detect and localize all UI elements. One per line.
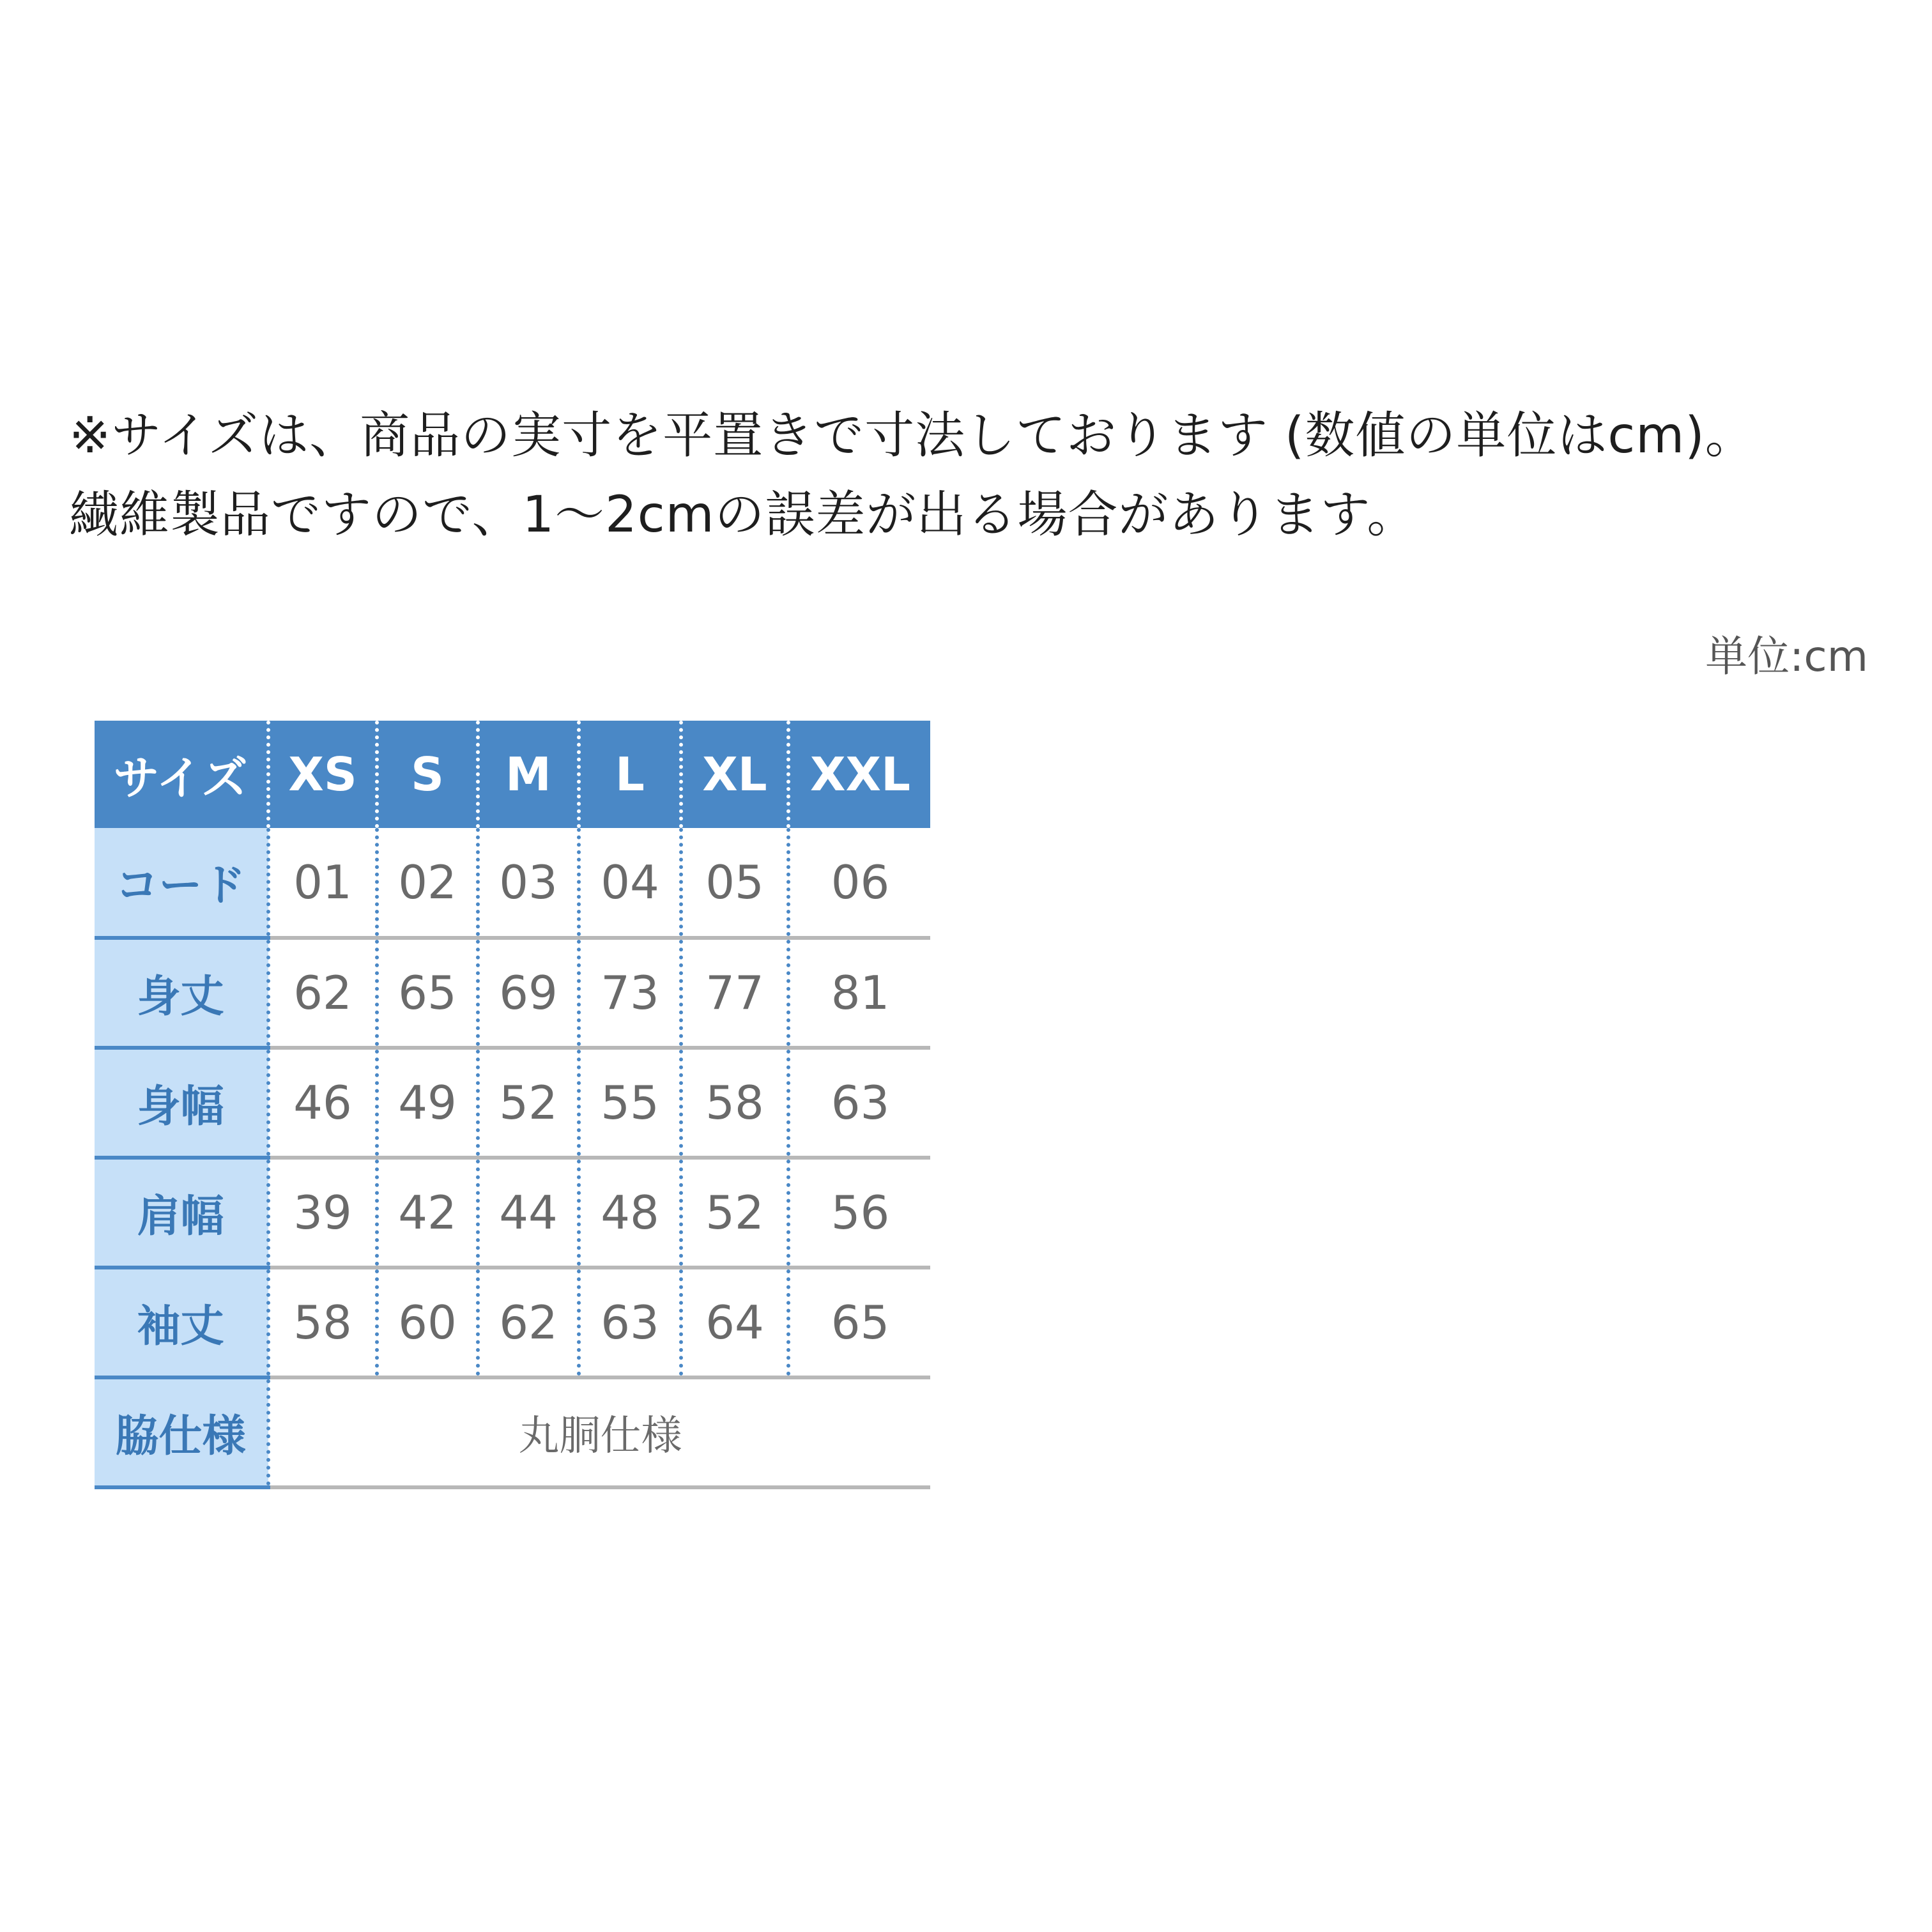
row-head-side-spec: 脇仕様 — [95, 1377, 268, 1487]
table-row-body-length — [95, 938, 930, 1048]
table-cell: 62 — [268, 938, 377, 1048]
table-row-body-width — [95, 1048, 930, 1158]
row-head-code: コード — [95, 828, 268, 938]
size-header-xs: XS — [268, 721, 377, 828]
table-cell: 46 — [268, 1048, 377, 1158]
table-cell: 81 — [788, 938, 930, 1048]
row-head-sleeve-length: 袖丈 — [95, 1268, 268, 1377]
table-cell: 63 — [579, 1268, 681, 1377]
table-cell: 65 — [788, 1268, 930, 1377]
size-header-xl: XL — [681, 721, 788, 828]
unit-label: 単位:cm — [1705, 632, 1868, 681]
table-cell: 69 — [478, 938, 579, 1048]
table-cell: 62 — [478, 1268, 579, 1377]
table-cell: 73 — [579, 938, 681, 1048]
row-head-shoulder-width: 肩幅 — [95, 1158, 268, 1268]
table-cell: 64 — [681, 1268, 788, 1377]
table-cell: 48 — [579, 1158, 681, 1268]
table-cell: 44 — [478, 1158, 579, 1268]
size-header-xxl: XXL — [788, 721, 930, 828]
size-header-row — [95, 721, 930, 828]
table-cell: 49 — [377, 1048, 478, 1158]
table-cell: 65 — [377, 938, 478, 1048]
table-cell: 06 — [788, 828, 930, 938]
size-corner-header: サイズ — [95, 721, 268, 828]
table-cell: 52 — [681, 1158, 788, 1268]
table-row-code — [95, 828, 930, 938]
table-cell: 58 — [268, 1268, 377, 1377]
table-row-shoulder-width — [95, 1158, 930, 1268]
size-chart-table — [95, 721, 930, 1489]
size-notice-text: ※サイズは、商品の実寸を平置きで寸法しております (数値の単位はcm)。繊維製品ですので、1〜2cmの誤差が出る場合があります。 — [69, 407, 1756, 544]
table-cell: 04 — [579, 828, 681, 938]
table-cell: 03 — [478, 828, 579, 938]
table-cell: 58 — [681, 1048, 788, 1158]
table-cell: 77 — [681, 938, 788, 1048]
table-cell: 52 — [478, 1048, 579, 1158]
side-spec-value: 丸胴仕様 — [268, 1377, 930, 1487]
size-header-m: M — [478, 721, 579, 828]
table-cell: 63 — [788, 1048, 930, 1158]
table-cell: 55 — [579, 1048, 681, 1158]
table-cell: 02 — [377, 828, 478, 938]
table-row-sleeve-length — [95, 1268, 930, 1377]
table-cell: 01 — [268, 828, 377, 938]
table-cell: 39 — [268, 1158, 377, 1268]
table-row-side-spec — [95, 1377, 930, 1487]
row-head-body-width: 身幅 — [95, 1048, 268, 1158]
row-head-body-length: 身丈 — [95, 938, 268, 1048]
table-cell: 60 — [377, 1268, 478, 1377]
table-cell: 56 — [788, 1158, 930, 1268]
table-cell: 42 — [377, 1158, 478, 1268]
table-cell: 05 — [681, 828, 788, 938]
size-header-s: S — [377, 721, 478, 828]
size-header-l: L — [579, 721, 681, 828]
